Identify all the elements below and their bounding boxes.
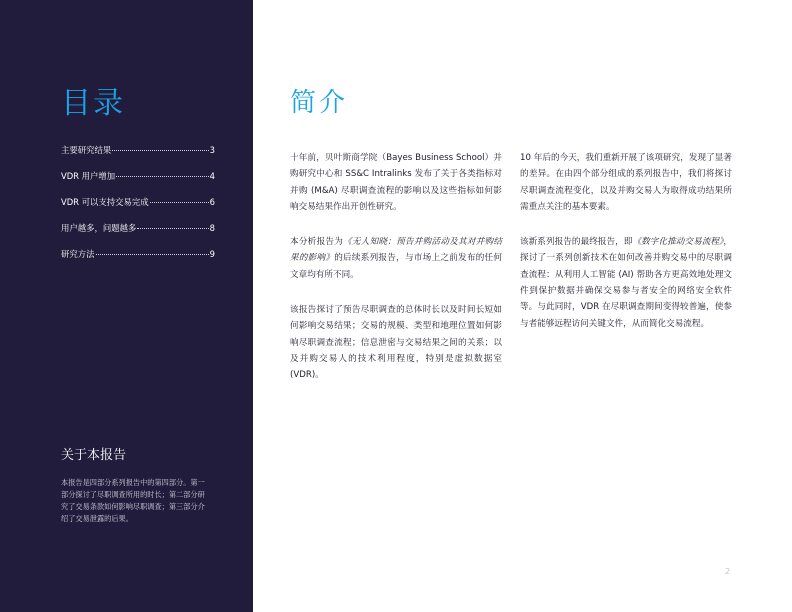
toc-item-page: 8 (209, 223, 215, 233)
toc-title: 目录 (61, 86, 125, 121)
table-of-contents (61, 144, 215, 274)
toc-item-page: 4 (209, 171, 215, 181)
toc-item-page: 9 (209, 249, 215, 259)
toc-item-page: 6 (209, 197, 215, 207)
intro-paragraph-5 (520, 234, 732, 332)
about-report-title: 关于本报告 (61, 448, 127, 463)
intro-paragraph-4: 10 年后的今天，我们重新开展了该项研究，发现了显著的差异。在由四个部分组成的系列报告中，我们将探讨尽职调查流程变化，以及并购交易人为取得成功结果所需重点关注的基本要素。 (520, 153, 732, 212)
paragraph-text: 的后续系列报告，与市场上之前发布的任何文章均有所不同。 (290, 253, 502, 280)
paragraph-text: 该新系列报告的最终报告，即 (520, 237, 633, 248)
toc-leader-dots (150, 202, 209, 203)
toc-leader-dots (96, 254, 209, 255)
toc-leader-dots (112, 150, 208, 151)
paragraph-text: 本分析报告为 (290, 237, 344, 248)
left-column (290, 150, 502, 403)
toc-item-vdr-users[interactable] (61, 170, 215, 196)
toc-item-vdr-deal-completion[interactable] (61, 196, 215, 222)
toc-item-methodology[interactable] (61, 248, 215, 274)
intro-paragraph-3: 该报告探讨了预告尽职调查的总体时长以及时间长短如何影响交易结果；交易的规模、类型和地理位置如何影响尽职调查流程；信息泄密与交易结果之间的关系；以及并购交易人的技术利用程度，特别是虚拟数据室 (VDR)。 (290, 305, 502, 381)
page-title: 简介 (290, 88, 349, 118)
toc-item-more-users-problems[interactable] (61, 222, 215, 248)
report-title-emphasis: 《数字化推动交易流程》 (632, 237, 724, 248)
right-column (520, 150, 732, 351)
intro-paragraph-2 (290, 234, 502, 283)
sidebar (0, 0, 253, 612)
about-report-text: 本报告是四部分系列报告中的第四部分。第一部分探讨了尽职调查所用的时长；第二部分研究了交易条款如何影响尽职调查；第三部分介绍了交易泄露的后果。 (61, 478, 205, 523)
toc-item-label: VDR 用户增加 (61, 171, 116, 181)
toc-item-label: VDR 可以支持交易完成 (61, 197, 149, 207)
toc-leader-dots (116, 176, 208, 177)
toc-item-label: 主要研究结果 (61, 145, 112, 155)
report-title-emphasis: 《无人知晓：预告并购活动及其对并购结果的影响》 (290, 237, 502, 264)
intro-paragraph-1: 十年前，贝叶斯商学院（Bayes Business School）并购研究中心和 SS&C Intralinks 发布了关于各类指标对并购 (M&A) 尽职调查流程的影响以及这些指标如何影响交易结果作出开创性研究。 (290, 153, 502, 212)
toc-item-label: 用户越多，问题越多 (61, 223, 137, 233)
toc-item-label: 研究方法 (61, 249, 95, 259)
page-number: 2 (725, 567, 731, 576)
paragraph-text: ，探讨了一系列创新技术在如何改善并购交易中的尽职调查流程：从利用人工智能 (AI) 帮助各方更高效地处理文件到保护数据并确保交易参与者安全的网络安全软件等。与此同时，VDR 在尽职调查期间变得较普遍，使参与者能够远程访问关键文件，从而简化交易流程。 (520, 237, 732, 329)
toc-item-key-findings[interactable] (61, 144, 215, 170)
toc-leader-dots (137, 228, 208, 229)
toc-item-page: 3 (209, 145, 215, 155)
